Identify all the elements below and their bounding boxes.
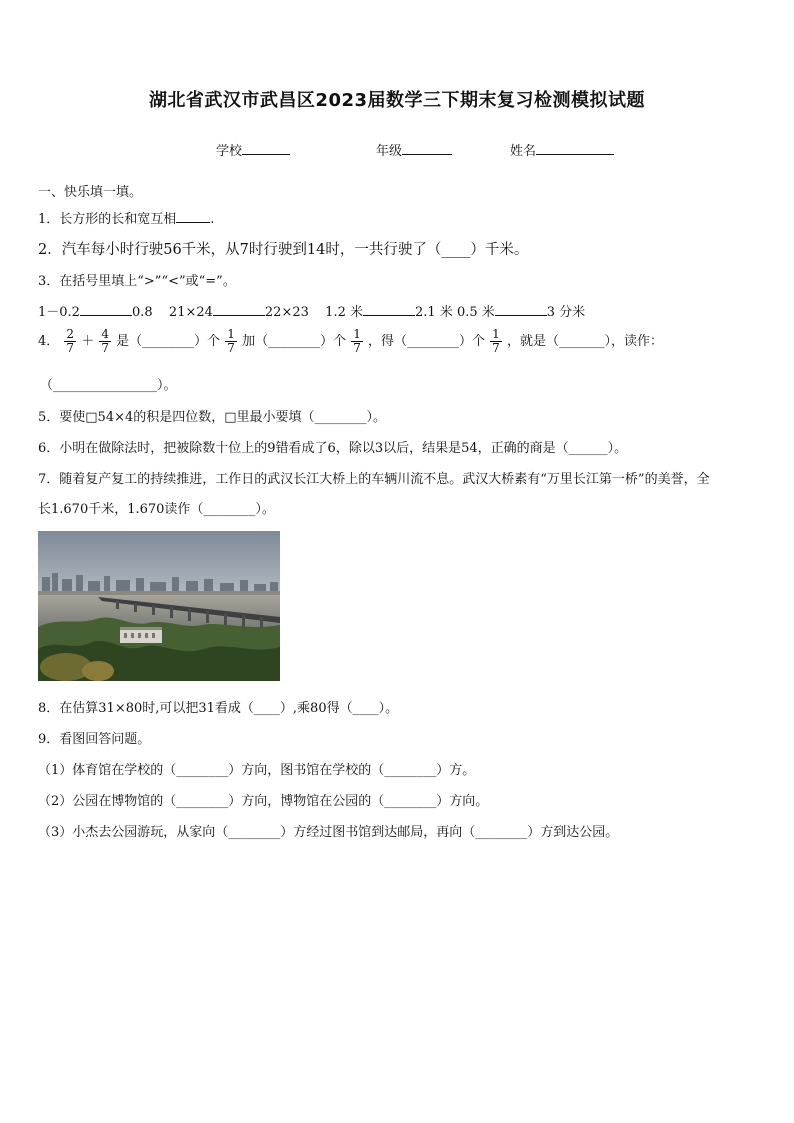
question-4-reading: （________________）。 bbox=[40, 378, 177, 393]
school-label: 学校 bbox=[216, 144, 243, 159]
frac-num: 4 bbox=[101, 327, 109, 341]
compare-left-2: 21×24 bbox=[168, 305, 213, 320]
fraction-two-sevenths bbox=[64, 328, 76, 355]
fraction-one-seventh bbox=[225, 328, 237, 355]
fraction-four-sevenths bbox=[99, 328, 111, 355]
grade-field bbox=[376, 140, 452, 159]
question-2: 2．汽车每小时行驶56千米，从7时行驶到14时，一共行驶了（____）千米。 bbox=[38, 242, 529, 258]
compare-right-1: 0.8 bbox=[131, 305, 153, 320]
q4-text-3: ，得（________）个 bbox=[368, 334, 486, 349]
grade-label: 年级 bbox=[376, 144, 403, 159]
question-5: 5．要使□54×4的积是四位数，□里最小要填（________）。 bbox=[38, 410, 387, 425]
frac-den: 7 bbox=[353, 341, 361, 355]
q4-text-2: 加（________）个 bbox=[242, 334, 347, 349]
question-9-part-2: （2）公园在博物馆的（________）方向，博物馆在公园的（________）方向。 bbox=[38, 794, 489, 809]
grade-blank bbox=[402, 141, 452, 155]
name-field bbox=[510, 140, 614, 159]
q4-text-1: 是（________）个 bbox=[116, 334, 221, 349]
frac-num: 2 bbox=[66, 327, 75, 341]
frac-den: 7 bbox=[227, 341, 235, 355]
name-blank bbox=[536, 141, 614, 155]
question-4 bbox=[38, 328, 663, 355]
frac-den: 7 bbox=[101, 341, 109, 355]
q1-text: 1．长方形的长和宽互相 bbox=[38, 212, 177, 227]
q4-text-4: ，就是（_______），读作： bbox=[506, 334, 663, 349]
frac-num: 1 bbox=[353, 327, 361, 341]
q1-end: . bbox=[210, 212, 215, 227]
frac-num: 1 bbox=[492, 327, 500, 341]
question-8: 8．在估算31×80时,可以把31看成（____）,乘80得（____）。 bbox=[38, 701, 399, 716]
question-1 bbox=[38, 208, 214, 227]
section-heading: 一、快乐填一填。 bbox=[38, 185, 143, 200]
school-field bbox=[216, 140, 290, 159]
compare-blank-2 bbox=[213, 302, 265, 316]
exam-title: 湖北省武汉市武昌区2023届数学三下期末复习检测模拟试题 bbox=[148, 90, 646, 111]
compare-right-3: 2.1 米 bbox=[414, 305, 453, 320]
name-label: 姓名 bbox=[510, 144, 537, 159]
compare-blank-1 bbox=[80, 302, 132, 316]
question-9-part-3: （3）小杰去公园游玩，从家向（________）方经过图书馆到达邮局，再向（________）方到达公园。 bbox=[38, 825, 619, 840]
compare-left-1: 1－0.2 bbox=[38, 305, 80, 320]
fraction-one-seventh bbox=[490, 328, 502, 355]
question-3-comparisons bbox=[38, 301, 585, 320]
compare-left-3: 1.2 米 bbox=[325, 305, 363, 320]
question-7-line-1: 7．随着复产复工的持续推进，工作日的武汉长江大桥上的车辆川流不息。武汉大桥素有“万里长江第一桥”的美誉，全 bbox=[38, 472, 710, 487]
compare-right-2: 22×23 bbox=[264, 305, 309, 320]
compare-right-4: 3 分米 bbox=[546, 305, 586, 320]
question-6: 6．小明在做除法时，把被除数十位上的9错看成了6，除以3以后，结果是54，正确的商是（______）。 bbox=[38, 441, 628, 456]
question-3: 3．在括号里填上“>”“<”或“=”。 bbox=[38, 274, 236, 289]
plus-sign: ＋ bbox=[81, 334, 95, 349]
question-9-part-1: （1）体育馆在学校的（________）方向，图书馆在学校的（________）方。 bbox=[38, 763, 476, 778]
compare-blank-4 bbox=[495, 302, 547, 316]
q4-number: 4． bbox=[38, 334, 60, 349]
compare-blank-3 bbox=[363, 302, 415, 316]
wuhan-bridge-photo bbox=[38, 531, 280, 681]
question-7-line-2: 长1.670千米，1.670读作（________）。 bbox=[38, 502, 275, 517]
compare-left-4: 0.5 米 bbox=[456, 305, 495, 320]
q1-blank bbox=[176, 209, 210, 223]
frac-den: 7 bbox=[492, 341, 500, 355]
question-9: 9．看图回答问题。 bbox=[38, 732, 151, 747]
school-blank bbox=[242, 141, 290, 155]
frac-num: 1 bbox=[227, 327, 235, 341]
fraction-one-seventh bbox=[351, 328, 363, 355]
frac-den: 7 bbox=[66, 341, 75, 355]
